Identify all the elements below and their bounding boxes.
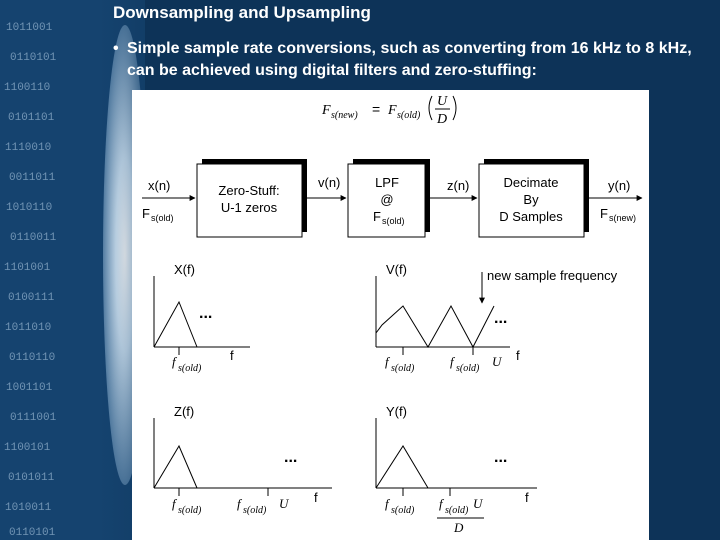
plot-vf-tick1-label: f	[385, 354, 389, 369]
sample-rate-diagram	[132, 90, 649, 540]
plot-vf-axis-label: f	[516, 348, 520, 363]
fs-out-label: F	[600, 206, 608, 221]
decimate-label-2: By	[523, 192, 539, 207]
plot-vf-tick2-sub: s(old)	[456, 363, 480, 374]
svg-text:0101011: 0101011	[8, 472, 55, 484]
plot-vf	[376, 262, 618, 374]
plot-yf	[376, 404, 537, 535]
plot-xf-tick1-label: f	[172, 354, 176, 369]
decimate-label-1: Decimate	[503, 175, 559, 190]
plot-xf-tick1-sub: s(old)	[178, 363, 202, 374]
formula-fs-new: F	[322, 103, 331, 118]
formula-d: D	[437, 112, 448, 127]
new-sample-frequency-annotation: new sample frequency	[487, 268, 618, 283]
svg-text:0110101: 0110101	[9, 527, 56, 539]
plot-xf-title: X(f)	[174, 262, 195, 277]
plot-yf-tick2-label: f	[439, 496, 443, 511]
signal-v: v(n)	[318, 175, 341, 190]
plot-vf-tick1-sub: s(old)	[391, 363, 415, 374]
formula-paren-right	[453, 96, 456, 120]
zero-stuff-label-2: U-1 zeros	[220, 200, 278, 215]
plot-vf-title: V(f)	[386, 262, 407, 277]
plot-vf-spectrum	[376, 306, 494, 347]
svg-text:1011010: 1011010	[5, 322, 52, 334]
svg-text:0100111: 0100111	[8, 292, 55, 304]
svg-text:0111001: 0111001	[10, 412, 57, 424]
plot-yf-tick1-sub: s(old)	[391, 505, 415, 516]
plot-zf-axis-label: f	[314, 490, 318, 505]
svg-text:1101001: 1101001	[4, 262, 51, 274]
svg-text:1001101: 1001101	[6, 382, 53, 394]
plot-yf-spectrum	[376, 446, 428, 488]
plot-zf-ellipsis: ...	[284, 449, 298, 466]
plot-xf-spectrum	[154, 302, 197, 347]
plot-zf-tick1-sub: s(old)	[178, 505, 202, 516]
slide-title: Downsampling and Upsampling	[113, 3, 371, 22]
signal-x: x(n)	[148, 178, 171, 193]
plot-yf-axis-label: f	[525, 490, 529, 505]
plot-xf-axis-label: f	[230, 348, 234, 363]
bullet-paragraph	[113, 38, 718, 82]
fs-in-label: F	[142, 206, 150, 221]
bullet-text: Simple sample rate conversions, such as converting from 16 kHz to 8 kHz, can be achieved using digital filters and zero-stuffing:	[127, 40, 692, 79]
svg-text:0101101: 0101101	[8, 112, 55, 124]
bullet-symbol: •	[113, 40, 119, 57]
plot-yf-tick1-label: f	[385, 496, 389, 511]
formula-equals: =	[372, 101, 381, 117]
lpf-label-2: @	[380, 192, 394, 207]
formula-fs-new-sub: s(new)	[331, 110, 358, 121]
lpf-label-3: F	[373, 209, 381, 224]
plot-yf-ellipsis: ...	[494, 449, 508, 466]
plot-xf-ellipsis: ...	[199, 305, 213, 322]
lpf-label-3-sub: s(old)	[382, 216, 405, 226]
svg-text:1100101: 1100101	[4, 442, 51, 454]
plot-yf-title: Y(f)	[386, 404, 407, 419]
plot-zf-tick2-label: f	[237, 496, 241, 511]
plot-yf-tick2-d: D	[454, 520, 464, 535]
zero-stuff-label-1: Zero-Stuff:	[218, 183, 280, 198]
signal-y: y(n)	[608, 178, 631, 193]
lpf-label-1: LPF	[375, 175, 399, 190]
svg-text:1100110: 1100110	[4, 82, 51, 94]
plot-vf-ellipsis: ...	[494, 310, 508, 327]
decimate-label-3: D Samples	[499, 209, 563, 224]
svg-text:1010110: 1010110	[6, 202, 53, 214]
svg-text:0110110: 0110110	[9, 352, 56, 364]
plot-yf-tick2-sub: s(old)	[445, 505, 469, 516]
plot-xf	[154, 262, 250, 374]
fs-out-sub: s(new)	[609, 213, 637, 223]
plot-zf-tick2-sub: s(old)	[243, 505, 267, 516]
plot-zf-spectrum	[154, 446, 197, 488]
signal-z: z(n)	[447, 178, 470, 193]
plot-zf-title: Z(f)	[174, 404, 195, 419]
fs-in-sub: s(old)	[151, 213, 174, 223]
svg-text:1011001: 1011001	[6, 22, 53, 34]
rate-formula	[321, 94, 456, 127]
plot-zf-tick2-u: U	[279, 496, 289, 511]
block-diagram	[142, 159, 642, 237]
plot-yf-tick2-u: U	[473, 496, 483, 511]
plot-vf-tick2-u: U	[492, 354, 502, 369]
svg-text:0011011: 0011011	[9, 172, 56, 184]
svg-text:0110101: 0110101	[10, 52, 57, 64]
formula-fs-old-sub: s(old)	[397, 110, 421, 121]
svg-text:1010011: 1010011	[5, 502, 52, 514]
plot-zf-tick1-label: f	[172, 496, 176, 511]
svg-text:0110011: 0110011	[10, 232, 57, 244]
formula-fs-old: F	[388, 103, 397, 118]
svg-text:1110010: 1110010	[5, 142, 52, 154]
plot-vf-tick2-label: f	[450, 354, 454, 369]
formula-paren-left	[429, 96, 432, 120]
formula-u: U	[437, 94, 448, 109]
plot-zf	[154, 404, 332, 516]
